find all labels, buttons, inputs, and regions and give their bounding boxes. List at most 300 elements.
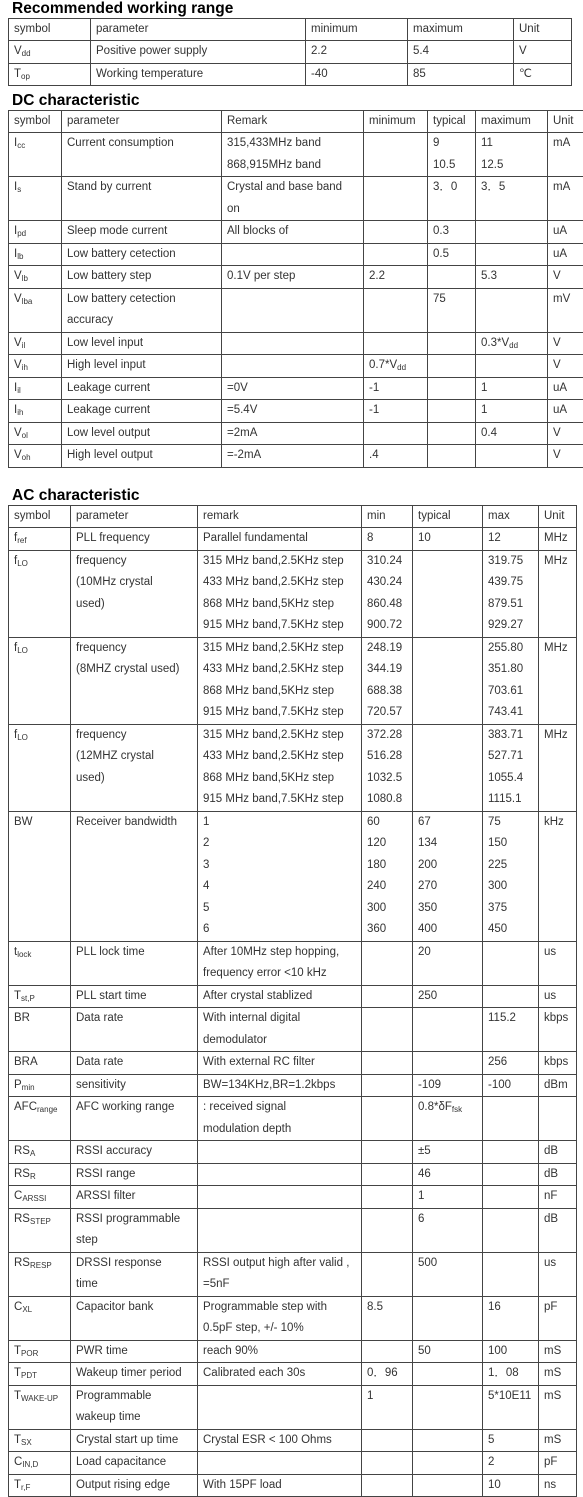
table-cell: [71, 1097, 198, 1141]
table-cell: [71, 1363, 198, 1386]
cell-line: With internal digital: [203, 1008, 361, 1030]
table-cell: [408, 63, 514, 86]
cell-line: High level output: [67, 445, 221, 467]
cell-line: demodulator: [203, 1030, 361, 1052]
table-cell: [476, 177, 548, 221]
table-row: [9, 1252, 577, 1296]
table-cell: [9, 637, 71, 724]
cell-line: Crystal and base band: [227, 177, 363, 199]
cell-line: dB: [544, 1141, 576, 1163]
table-row: [9, 1340, 577, 1363]
table-cell: [9, 133, 62, 177]
cell-line: $I_{ih}$: [14, 400, 61, 422]
table-cell: [362, 528, 413, 551]
table-cell: [9, 724, 71, 811]
cell-line: uA: [553, 221, 583, 243]
table-cell: [428, 445, 476, 468]
cell-line: [488, 942, 538, 964]
table-cell: [548, 422, 583, 445]
table-row: [9, 288, 583, 332]
table-cell: [413, 1097, 483, 1141]
table-cell: [476, 133, 548, 177]
table-row: [9, 1097, 577, 1141]
cell-line: [488, 1164, 538, 1186]
cell-line: [227, 355, 363, 377]
cell-line: $f_{LO}$: [14, 725, 70, 747]
table-cell: [428, 355, 476, 378]
table-cell: [222, 288, 364, 332]
cell-line: 2.2: [311, 41, 407, 63]
cell-line: 450: [488, 919, 538, 941]
section-title: Recommended working range: [0, 0, 583, 18]
table-cell: [364, 332, 428, 355]
table-cell: [62, 377, 222, 400]
table-cell: [413, 1074, 483, 1097]
cell-line: 248.19: [367, 638, 412, 660]
cell-line: [488, 1141, 538, 1163]
table-cell: [483, 724, 539, 811]
table-cell: [483, 1097, 539, 1141]
table-cell: [483, 1252, 539, 1296]
cell-line: $V_{ih}$: [14, 355, 61, 377]
cell-line: ARSSI filter: [76, 1186, 197, 1208]
cell-line: Capacitor bank: [76, 1297, 197, 1319]
table-cell: [413, 1452, 483, 1475]
cell-line: -1: [369, 378, 427, 400]
table-cell: [222, 266, 364, 289]
table-cell: [483, 1074, 539, 1097]
cell-line: [481, 289, 547, 311]
table-cell: [548, 377, 583, 400]
table-cell: [413, 1186, 483, 1209]
cell-line: [367, 1008, 412, 1030]
column-header: parameter: [71, 506, 198, 528]
cell-line: [369, 244, 427, 266]
cell-line: [367, 1164, 412, 1186]
table-cell: [362, 724, 413, 811]
cell-line: 1: [481, 378, 547, 400]
table-cell: [9, 1074, 71, 1097]
cell-line: [544, 1097, 576, 1119]
table-cell: [9, 1208, 71, 1252]
table-cell: [408, 41, 514, 64]
cell-line: 868 MHz band,5KHz step: [203, 768, 361, 790]
table-cell: [483, 1186, 539, 1209]
table-cell: [539, 1252, 577, 1296]
table-cell: [548, 177, 583, 221]
cell-line: 868 MHz band,5KHz step: [203, 594, 361, 616]
cell-line: [369, 289, 427, 311]
column-header: Unit: [514, 19, 572, 41]
cell-line: 1: [203, 812, 361, 834]
cell-line: 315 MHz band,2.5KHz step: [203, 725, 361, 747]
cell-line: Low battery step: [67, 266, 221, 288]
cell-line: [367, 1452, 412, 1474]
cell-line: $I_{pd}$: [14, 221, 61, 243]
table-cell: [198, 1474, 362, 1497]
cell-line: 1．08: [488, 1363, 538, 1385]
table-cell: [71, 811, 198, 941]
cell-line: 915 MHz band,7.5KHz step: [203, 615, 361, 637]
cell-line: mA: [553, 177, 583, 199]
column-header: maximum: [476, 111, 548, 133]
cell-line: 20: [418, 942, 482, 964]
table-cell: [413, 637, 483, 724]
cell-line: [418, 1297, 482, 1319]
cell-line: [433, 423, 475, 445]
cell-line: us: [544, 1253, 576, 1275]
table-cell: [71, 1385, 198, 1429]
table-cell: [71, 1186, 198, 1209]
table-cell: [9, 1008, 71, 1052]
cell-line: [488, 1097, 538, 1119]
cell-line: used): [76, 594, 197, 616]
column-header: minimum: [306, 19, 408, 41]
table-cell: [476, 400, 548, 423]
cell-line: [488, 1186, 538, 1208]
table-cell: [413, 528, 483, 551]
table-cell: [539, 1452, 577, 1475]
table-cell: [9, 1252, 71, 1296]
cell-line: ns: [544, 1475, 576, 1497]
table-cell: [483, 1385, 539, 1429]
table-cell: [539, 1074, 577, 1097]
cell-line: Wakeup timer period: [76, 1363, 197, 1385]
table-row: [9, 811, 577, 941]
cell-line: [367, 1186, 412, 1208]
table-cell: [476, 221, 548, 244]
table-cell: [71, 941, 198, 985]
table-cell: [362, 1074, 413, 1097]
cell-line: 256: [488, 1052, 538, 1074]
cell-line: Leakage current: [67, 378, 221, 400]
table-cell: [9, 177, 62, 221]
cell-line: 67: [418, 812, 482, 834]
cell-line: Data rate: [76, 1008, 197, 1030]
cell-line: 10: [488, 1475, 538, 1497]
cell-line: [369, 133, 427, 155]
section-recommended-working-range: [0, 0, 583, 86]
recommended-working-range-table: [8, 18, 572, 86]
cell-line: dB: [544, 1209, 576, 1231]
cell-line: [369, 221, 427, 243]
table-cell: [222, 445, 364, 468]
cell-line: Crystal ESR < 100 Ohms: [203, 1430, 361, 1452]
cell-line: [433, 400, 475, 422]
table-row: [9, 637, 577, 724]
table-cell: [9, 528, 71, 551]
cell-line: 2: [203, 833, 361, 855]
table-cell: [428, 266, 476, 289]
cell-line: (8MHZ crystal used): [76, 659, 197, 681]
table-row: [9, 1474, 577, 1497]
table-cell: [198, 1429, 362, 1452]
table-cell: [483, 1296, 539, 1340]
table-cell: [91, 63, 306, 86]
table-cell: [9, 1474, 71, 1497]
column-header: remark: [198, 506, 362, 528]
cell-line: [227, 333, 363, 355]
cell-line: $RS_A$: [14, 1141, 70, 1163]
cell-line: 134: [418, 833, 482, 855]
table-cell: [364, 377, 428, 400]
cell-line: Low level output: [67, 423, 221, 445]
table-row: [9, 243, 583, 266]
table-cell: [9, 985, 71, 1008]
cell-line: Crystal start up time: [76, 1430, 197, 1452]
cell-line: Positive power supply: [96, 41, 305, 63]
cell-line: [481, 355, 547, 377]
cell-line: 0.1V per step: [227, 266, 363, 288]
cell-line: $V_{ol}$: [14, 423, 61, 445]
table-cell: [362, 1208, 413, 1252]
table-cell: [222, 133, 364, 177]
cell-line: [227, 289, 363, 311]
table-cell: [413, 550, 483, 637]
cell-line: V: [519, 41, 571, 63]
table-cell: [362, 1340, 413, 1363]
table-cell: [364, 400, 428, 423]
table-cell: [9, 221, 62, 244]
cell-line: DRSSI response: [76, 1253, 197, 1275]
cell-line: [203, 1164, 361, 1186]
cell-line: 75: [488, 812, 538, 834]
cell-line: =2mA: [227, 423, 363, 445]
cell-line: 6: [203, 919, 361, 941]
cell-line: dBm: [544, 1075, 576, 1097]
table-cell: [71, 1296, 198, 1340]
cell-line: MHz: [544, 551, 576, 573]
table-cell: [9, 941, 71, 985]
cell-line: [367, 1253, 412, 1275]
cell-line: frequency: [76, 725, 197, 747]
table-cell: [71, 1074, 198, 1097]
table-cell: [9, 422, 62, 445]
cell-line: mV: [553, 289, 583, 311]
table-cell: [483, 1474, 539, 1497]
table-cell: [62, 355, 222, 378]
table-cell: [198, 1340, 362, 1363]
cell-line: step: [76, 1230, 197, 1252]
cell-line: $0.8*\delta F_{fsk}$: [418, 1097, 482, 1119]
cell-line: 500: [418, 1253, 482, 1275]
cell-line: [433, 266, 475, 288]
cell-line: 703.61: [488, 681, 538, 703]
column-header: min: [362, 506, 413, 528]
table-cell: [198, 1208, 362, 1252]
table-cell: [9, 266, 62, 289]
table-cell: [362, 1186, 413, 1209]
table-row: [9, 63, 572, 86]
table-cell: [362, 811, 413, 941]
cell-line: 5.3: [481, 266, 547, 288]
cell-line: [481, 445, 547, 467]
table-cell: [413, 1252, 483, 1296]
cell-line: [418, 638, 482, 660]
cell-line: 879.51: [488, 594, 538, 616]
cell-line: [369, 333, 427, 355]
cell-line: V: [553, 266, 583, 288]
table-cell: [539, 1429, 577, 1452]
table-cell: [62, 266, 222, 289]
table-cell: [548, 355, 583, 378]
cell-line: [203, 1452, 361, 1474]
table-cell: [9, 41, 91, 64]
table-cell: [539, 1052, 577, 1075]
cell-line: 120: [367, 833, 412, 855]
table-cell: [198, 811, 362, 941]
table-row: [9, 355, 583, 378]
cell-line: 255.80: [488, 638, 538, 660]
cell-line: mS: [544, 1386, 576, 1408]
cell-line: 5*10E11: [488, 1386, 538, 1408]
cell-line: After 10MHz step hopping,: [203, 942, 361, 964]
cell-line: 929.27: [488, 615, 538, 637]
table-cell: [198, 1452, 362, 1475]
table-cell: [413, 1363, 483, 1386]
table-cell: [483, 941, 539, 985]
cell-line: 46: [418, 1164, 482, 1186]
cell-line: 3．5: [481, 177, 547, 199]
cell-line: PWR time: [76, 1341, 197, 1363]
table-cell: [362, 1097, 413, 1141]
table-cell: [413, 1296, 483, 1340]
cell-line: wakeup time: [76, 1407, 197, 1429]
table-cell: [413, 1141, 483, 1164]
cell-line: $T_{PDT}$: [14, 1363, 70, 1385]
table-cell: [62, 400, 222, 423]
cell-line: 360: [367, 919, 412, 941]
cell-line: 743.41: [488, 702, 538, 724]
table-cell: [222, 422, 364, 445]
cell-line: 344.19: [367, 659, 412, 681]
table-cell: [9, 332, 62, 355]
table-cell: [9, 355, 62, 378]
cell-line: Data rate: [76, 1052, 197, 1074]
table-row: [9, 724, 577, 811]
column-header: parameter: [91, 19, 306, 41]
cell-line: [481, 221, 547, 243]
table-cell: [362, 1385, 413, 1429]
cell-line: V: [553, 445, 583, 467]
cell-line: Programmable step with: [203, 1297, 361, 1319]
cell-line: 3: [203, 855, 361, 877]
header-row: [9, 19, 572, 41]
cell-line: 315 MHz band,2.5KHz step: [203, 638, 361, 660]
table-cell: [539, 811, 577, 941]
cell-line: $C_{ARSSI}$: [14, 1186, 70, 1208]
cell-line: [203, 1141, 361, 1163]
table-cell: [514, 41, 572, 64]
cell-line: BW: [14, 812, 70, 834]
table-cell: [413, 941, 483, 985]
table-cell: [476, 422, 548, 445]
cell-line: mA: [553, 133, 583, 155]
table-row: [9, 41, 572, 64]
ac-characteristic-table: [8, 505, 577, 1497]
table-cell: [9, 288, 62, 332]
table-cell: [539, 724, 577, 811]
table-cell: [413, 1163, 483, 1186]
cell-line: $AFC_{range}$: [14, 1097, 70, 1119]
cell-line: =5.4V: [227, 400, 363, 422]
table-cell: [548, 400, 583, 423]
table-cell: [71, 1008, 198, 1052]
table-cell: [483, 1429, 539, 1452]
table-cell: [476, 288, 548, 332]
table-row: [9, 1429, 577, 1452]
table-cell: [9, 1163, 71, 1186]
cell-line: Working temperature: [96, 64, 305, 86]
cell-line: 383.71: [488, 725, 538, 747]
cell-line: 4: [203, 876, 361, 898]
table-cell: [198, 1296, 362, 1340]
table-cell: [71, 724, 198, 811]
table-cell: [71, 637, 198, 724]
cell-line: [418, 1363, 482, 1385]
column-header: symbol: [9, 111, 62, 133]
cell-line: ℃: [519, 64, 571, 86]
table-cell: [413, 1208, 483, 1252]
cell-line: 2.2: [369, 266, 427, 288]
table-cell: [198, 1008, 362, 1052]
cell-line: 433 MHz band,2.5KHz step: [203, 659, 361, 681]
cell-line: RSSI programmable: [76, 1209, 197, 1231]
table-cell: [539, 1008, 577, 1052]
table-cell: [539, 1474, 577, 1497]
cell-line: $T_{r,F}$: [14, 1475, 70, 1497]
cell-line: After crystal stablized: [203, 986, 361, 1008]
cell-line: mS: [544, 1430, 576, 1452]
cell-line: mS: [544, 1341, 576, 1363]
table-cell: [9, 445, 62, 468]
cell-line: 8.5: [367, 1297, 412, 1319]
cell-line: PLL start time: [76, 986, 197, 1008]
cell-line: mS: [544, 1363, 576, 1385]
section-ac-characteristic: [0, 487, 583, 1497]
section-title: DC characteristic: [0, 92, 583, 110]
cell-line: $P_{min}$: [14, 1075, 70, 1097]
cell-line: 200: [418, 855, 482, 877]
table-cell: [539, 1340, 577, 1363]
cell-line: 860.48: [367, 594, 412, 616]
cell-line: PLL lock time: [76, 942, 197, 964]
cell-line: AFC working range: [76, 1097, 197, 1119]
table-cell: [198, 941, 362, 985]
table-cell: [362, 1052, 413, 1075]
table-cell: [483, 1208, 539, 1252]
cell-line: 10: [418, 528, 482, 550]
table-cell: [362, 637, 413, 724]
cell-line: [433, 355, 475, 377]
table-cell: [539, 1163, 577, 1186]
cell-line: Parallel fundamental: [203, 528, 361, 550]
cell-line: $RS_{RESP}$: [14, 1253, 70, 1275]
table-cell: [483, 1452, 539, 1475]
table-cell: [539, 1296, 577, 1340]
table-cell: [71, 528, 198, 551]
cell-line: 100: [488, 1341, 538, 1363]
table-cell: [539, 550, 577, 637]
table-cell: [9, 1097, 71, 1141]
table-cell: [362, 1452, 413, 1475]
table-cell: [362, 941, 413, 985]
cell-line: 6: [418, 1209, 482, 1231]
table-cell: [413, 1429, 483, 1452]
cell-line: 0．96: [367, 1363, 412, 1385]
cell-line: 85: [413, 64, 513, 86]
table-cell: [91, 41, 306, 64]
